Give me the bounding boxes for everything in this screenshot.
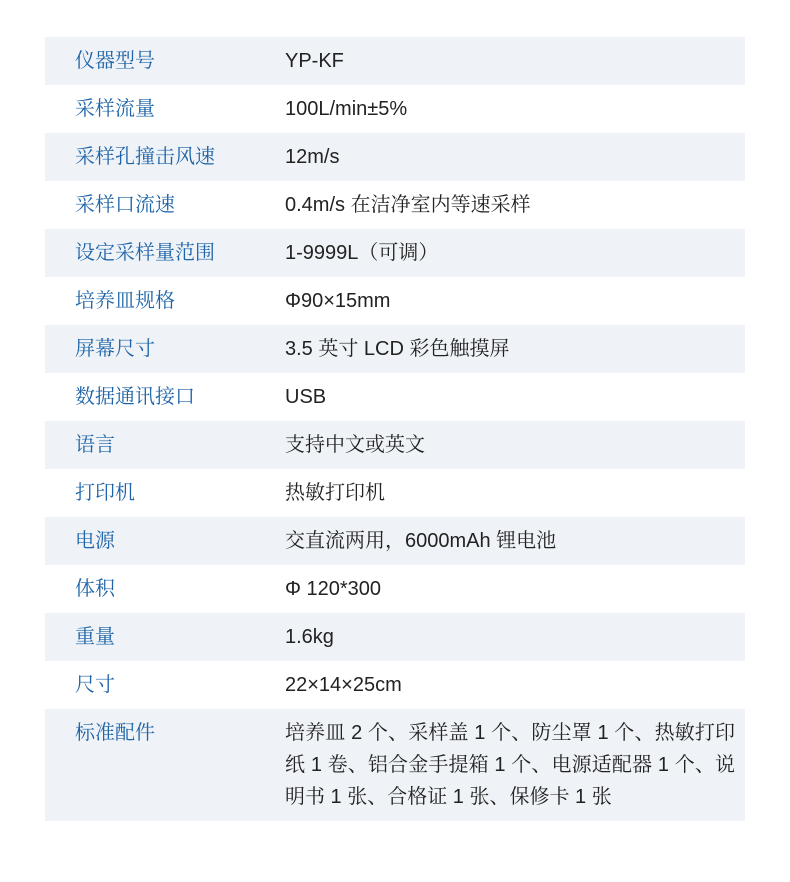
spec-value: USB: [285, 386, 327, 408]
spec-value: 1.6kg: [285, 626, 334, 648]
spec-value: 支持中文或英文: [285, 434, 425, 456]
spec-row-volume: [45, 565, 745, 613]
spec-row-instrument-model: [45, 37, 745, 85]
spec-label: 电源: [75, 530, 115, 552]
spec-value: 3.5 英寸 LCD 彩色触摸屏: [285, 338, 510, 360]
spec-value: 热敏打印机: [285, 482, 385, 504]
spec-label: 尺寸: [75, 674, 115, 696]
spec-label: 重量: [75, 626, 115, 648]
spec-row-language: [45, 421, 745, 469]
spec-label: 仪器型号: [75, 50, 155, 72]
spec-row-impact-wind-speed: [45, 133, 745, 181]
spec-value: Φ90×15mm: [285, 290, 391, 312]
spec-label: 培养皿规格: [75, 290, 175, 312]
product-spec-table: [45, 37, 745, 821]
spec-label: 打印机: [75, 482, 135, 504]
spec-label: 数据通讯接口: [75, 386, 195, 408]
spec-value: 培养皿 2 个、采样盖 1 个、防尘罩 1 个、热敏打印纸 1 卷、铝合金手提箱 1 个、电源适配器 1 个、说明书 1 张、合格证 1 张、保修卡 1 张: [285, 722, 735, 808]
spec-row-standard-accessories: [45, 709, 745, 821]
spec-row-printer: [45, 469, 745, 517]
spec-value: 12m/s: [285, 146, 340, 168]
spec-row-petri-dish-spec: [45, 277, 745, 325]
spec-label: 采样口流速: [75, 194, 175, 216]
spec-value: 交直流两用，6000mAh 锂电池: [285, 530, 557, 552]
spec-value: 1-9999L（可调）: [285, 242, 439, 264]
spec-row-sampling-flow: [45, 85, 745, 133]
spec-value: Φ 120*300: [285, 578, 382, 600]
spec-label: 屏幕尺寸: [75, 338, 155, 360]
spec-value: 100L/min±5%: [285, 98, 408, 120]
spec-row-screen-size: [45, 325, 745, 373]
spec-label: 体积: [75, 578, 115, 600]
spec-row-dimensions: [45, 661, 745, 709]
spec-row-inlet-flow-speed: [45, 181, 745, 229]
spec-label: 采样孔撞击风速: [75, 146, 215, 168]
spec-row-weight: [45, 613, 745, 661]
spec-value: 22×14×25cm: [285, 674, 402, 696]
spec-label: 语言: [75, 434, 115, 456]
spec-row-sampling-volume-range: [45, 229, 745, 277]
spec-value: YP-KF: [285, 50, 344, 72]
spec-row-data-interface: [45, 373, 745, 421]
spec-label: 标准配件: [75, 722, 155, 744]
spec-value: 0.4m/s 在洁净室内等速采样: [285, 194, 531, 216]
spec-label: 设定采样量范围: [75, 242, 215, 264]
spec-label: 采样流量: [75, 98, 155, 120]
spec-row-power-supply: [45, 517, 745, 565]
